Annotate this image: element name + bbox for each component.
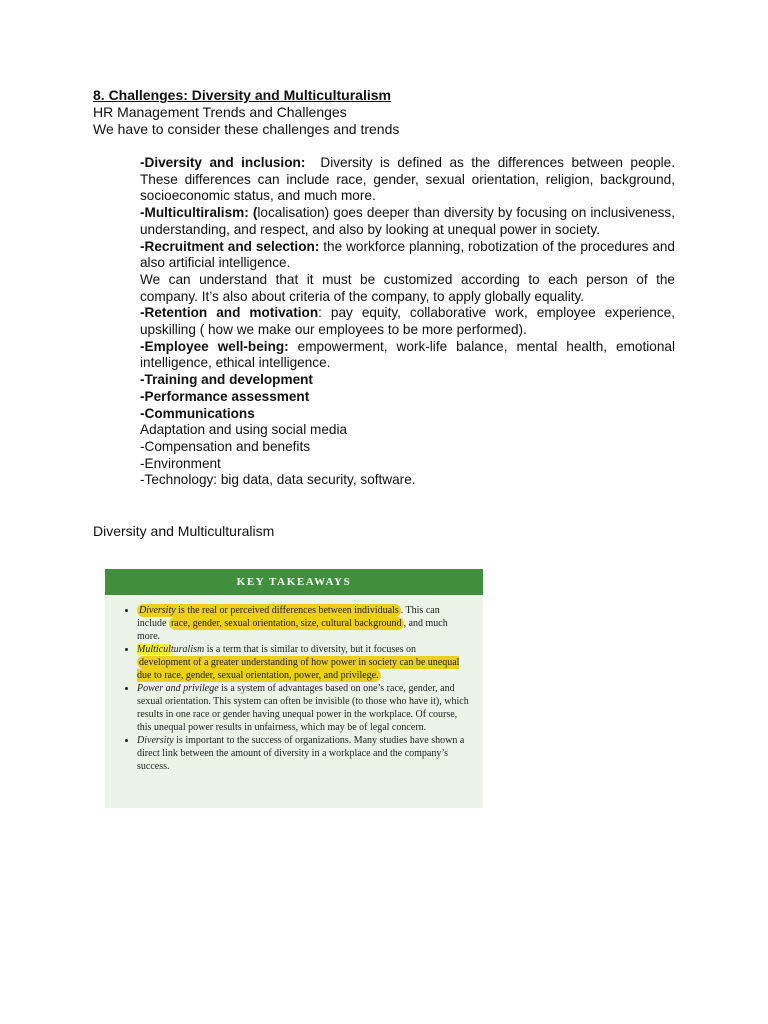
- challenges-list: [140, 155, 675, 489]
- highlight: race, gender, sexual orientation, size, cultural background: [170, 618, 402, 629]
- item-text: Diversity is defined as the differences between people. These differences can include race, gender, sexual orientation, religion, background, socioeconomic status, and much more.: [140, 155, 675, 204]
- highlight: Diversity is the real or perceived differences between individuals: [139, 605, 399, 616]
- item-diversity: [140, 155, 675, 205]
- takeaways-list: [105, 595, 483, 773]
- highlight: Multicul: [137, 644, 171, 655]
- key-takeaways-box: [105, 569, 483, 808]
- item-text: localisation) goes deeper than diversity by focusing on inclusiveness, understanding, and respect, and also by looking at unequal power in society.: [140, 205, 675, 237]
- item-social-media: Adaptation and using social media: [140, 422, 348, 438]
- item-retention: [140, 305, 675, 338]
- item-label: -Diversity and inclusion:: [140, 155, 306, 170]
- key-takeaways-header: KEY TAKEAWAYS: [105, 569, 483, 595]
- item-multiculturalism: [140, 205, 675, 238]
- item-label: -Recruitment and selection:: [140, 238, 320, 254]
- section-label: Diversity and Multiculturalism: [93, 523, 275, 539]
- item-performance: -Performance assessment: [140, 388, 310, 404]
- list-item: • Power and privilege is a system of advantages based on one’s race, gender, and sexual orientation. This system can often be invisible (to those who have it), which results in one race or gender having unequal power in the workplace. Of course, this unequal power results in unfairness, which may be of legal concern.: [137, 682, 469, 734]
- highlight: development of a greater understanding of how power in society can be unequal due to race, gender, sexual orientation, power, and privilege.: [137, 657, 460, 681]
- item-environment: -Environment: [140, 455, 221, 471]
- item-recruitment: [140, 239, 675, 272]
- item-text: : pay equity, collaborative work, employee experience, upskilling ( how we make our employees to be more performed).: [140, 305, 675, 338]
- item-technology: -Technology: big data, data security, software.: [140, 472, 416, 488]
- item-text: the workforce planning, robotization of the procedures and also artificial intelligence.: [140, 238, 675, 271]
- item-label: -Multicultiralism: (: [140, 205, 258, 221]
- list-item: • Diversity is the real or perceived differences between individuals . This can include race, gender, sexual orientation, size, cultural background , and much more.: [137, 604, 469, 643]
- item-communications: -Communications: [140, 405, 255, 421]
- item-label: -Retention and motivation: [140, 305, 319, 321]
- document-title: 8. Challenges: Diversity and Multiculturalism: [93, 87, 391, 103]
- subtitle: HR Management Trends and Challenges: [93, 104, 347, 120]
- item-text: empowerment, work-life balance, mental health, emotional intelligence, ethical intelligence.: [140, 338, 675, 371]
- list-item: • Multiculturalism is a term that is similar to diversity, but it focuses on development of a greater understanding of how power in society can be unequal due to race, gender, sexual orientation, power, and privilege.: [137, 643, 469, 682]
- item-training: -Training and development: [140, 372, 313, 388]
- intro-text: We have to consider these challenges and trends: [93, 121, 400, 137]
- list-item: • Diversity is important to the success of organizations. Many studies have shown a direct link between the amount of diversity in a workplace and the company’s success.: [137, 734, 469, 773]
- item-wellbeing: [140, 339, 675, 372]
- item-customized: We can understand that it must be customized according to each person of the company. It’s also about criteria of the company, to apply globally equality.: [140, 271, 675, 304]
- item-compensation: -Compensation and benefits: [140, 438, 311, 454]
- item-label: -Employee well-being:: [140, 338, 289, 354]
